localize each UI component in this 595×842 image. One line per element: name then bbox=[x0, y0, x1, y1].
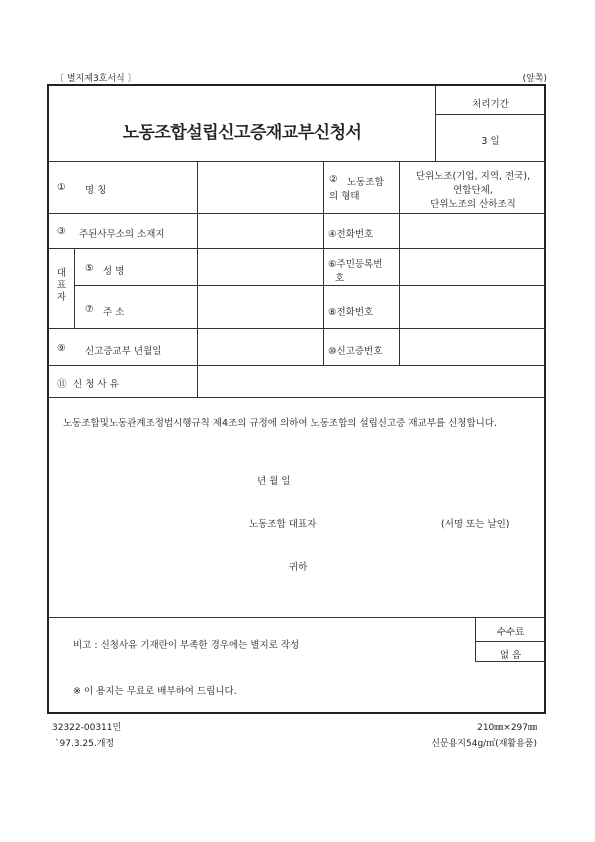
resident-number-input[interactable] bbox=[400, 249, 546, 285]
rep-address-input[interactable] bbox=[198, 286, 323, 328]
divider bbox=[323, 161, 324, 365]
divider bbox=[475, 661, 546, 662]
union-type-option[interactable]: 단위노조의 산하조직 bbox=[430, 199, 516, 210]
issue-date-label: 신고증교부 년월일 bbox=[85, 346, 162, 357]
processing-period-value: 3 일 bbox=[481, 136, 500, 147]
field-number: ⑪ bbox=[57, 379, 67, 390]
revision-date: `97.3.25.개정 bbox=[55, 739, 115, 749]
form-code: 32322-00311민 bbox=[52, 723, 122, 733]
field-number: ⑨ bbox=[57, 343, 66, 354]
representative-label: 대 표 자 bbox=[56, 268, 67, 303]
office-address-label: 주된사무소의 소재지 bbox=[79, 229, 165, 240]
certificate-number-input[interactable] bbox=[400, 329, 546, 365]
resident-number-label: ⑥주민등록번 bbox=[328, 259, 383, 270]
rep-address-label: 주 소 bbox=[103, 307, 125, 318]
union-type-label: 노동조합 bbox=[347, 177, 384, 188]
rep-phone-label: ⑧전화번호 bbox=[328, 307, 374, 318]
fee-label: 수수료 bbox=[496, 627, 525, 638]
name-label: 명 칭 bbox=[85, 185, 107, 196]
spacer bbox=[49, 661, 475, 662]
field-number: ⑤ bbox=[85, 263, 94, 274]
union-type-label: 의 형태 bbox=[329, 191, 360, 202]
reason-label: 신 청 사 유 bbox=[73, 379, 119, 390]
divider bbox=[475, 641, 546, 642]
field-number: ② bbox=[329, 174, 338, 185]
union-type-option[interactable]: 연합단체, bbox=[453, 185, 493, 196]
issue-date-input[interactable] bbox=[198, 329, 323, 365]
resident-number-label: 호 bbox=[335, 273, 345, 284]
office-address-input[interactable] bbox=[198, 214, 323, 248]
fee-value: 없 음 bbox=[499, 650, 522, 661]
paper-spec: 신문용지54g/㎡(재활용품) bbox=[431, 739, 537, 749]
paper-size: 210㎜×297㎜ bbox=[477, 723, 537, 733]
certificate-number-label: ⑩신고증번호 bbox=[328, 346, 383, 357]
addressee-label: 귀하 bbox=[289, 562, 308, 573]
form-number-label: 〔 별지제3호서식 〕 bbox=[55, 74, 137, 84]
free-distribution-note: ※ 이 용지는 무료로 배부하여 드립니다. bbox=[73, 686, 237, 697]
signature-field[interactable] bbox=[349, 510, 439, 530]
divider bbox=[74, 248, 75, 328]
form-title: 노동조합설립신고증재교부신청서 bbox=[122, 123, 362, 143]
divider bbox=[49, 617, 546, 618]
processing-period-label: 처리기간 bbox=[472, 99, 509, 110]
rep-phone-input[interactable] bbox=[400, 286, 546, 328]
phone-input[interactable] bbox=[400, 214, 546, 248]
union-type-option[interactable]: 단위노조(기업, 지역, 전국), bbox=[415, 171, 531, 182]
field-number: ⑦ bbox=[85, 304, 94, 315]
phone-label: ④전화번호 bbox=[328, 229, 374, 240]
reason-input[interactable] bbox=[198, 366, 546, 397]
page-side-label: (앞쪽) bbox=[522, 74, 547, 84]
rep-name-label: 성 명 bbox=[103, 266, 125, 277]
field-number: ③ bbox=[57, 226, 66, 237]
signature-note: (서명 또는 날인) bbox=[441, 519, 510, 530]
field-number: ① bbox=[57, 182, 66, 193]
name-input[interactable] bbox=[198, 162, 323, 213]
note-text: 비고 : 신청사유 기재란이 부족한 경우에는 별지로 작성 bbox=[73, 640, 300, 651]
signer-label: 노동조합 대표자 bbox=[249, 519, 317, 530]
divider bbox=[435, 114, 546, 115]
application-form bbox=[47, 84, 546, 714]
application-statement: 노동조합및노동관계조정법시행규칙 제4조의 규정에 의하여 노동조합의 설립신고증 재교부를 신청합니다. bbox=[63, 418, 497, 429]
rep-name-input[interactable] bbox=[198, 249, 323, 285]
divider bbox=[49, 397, 546, 398]
date-line: 년 월 일 bbox=[257, 476, 291, 487]
